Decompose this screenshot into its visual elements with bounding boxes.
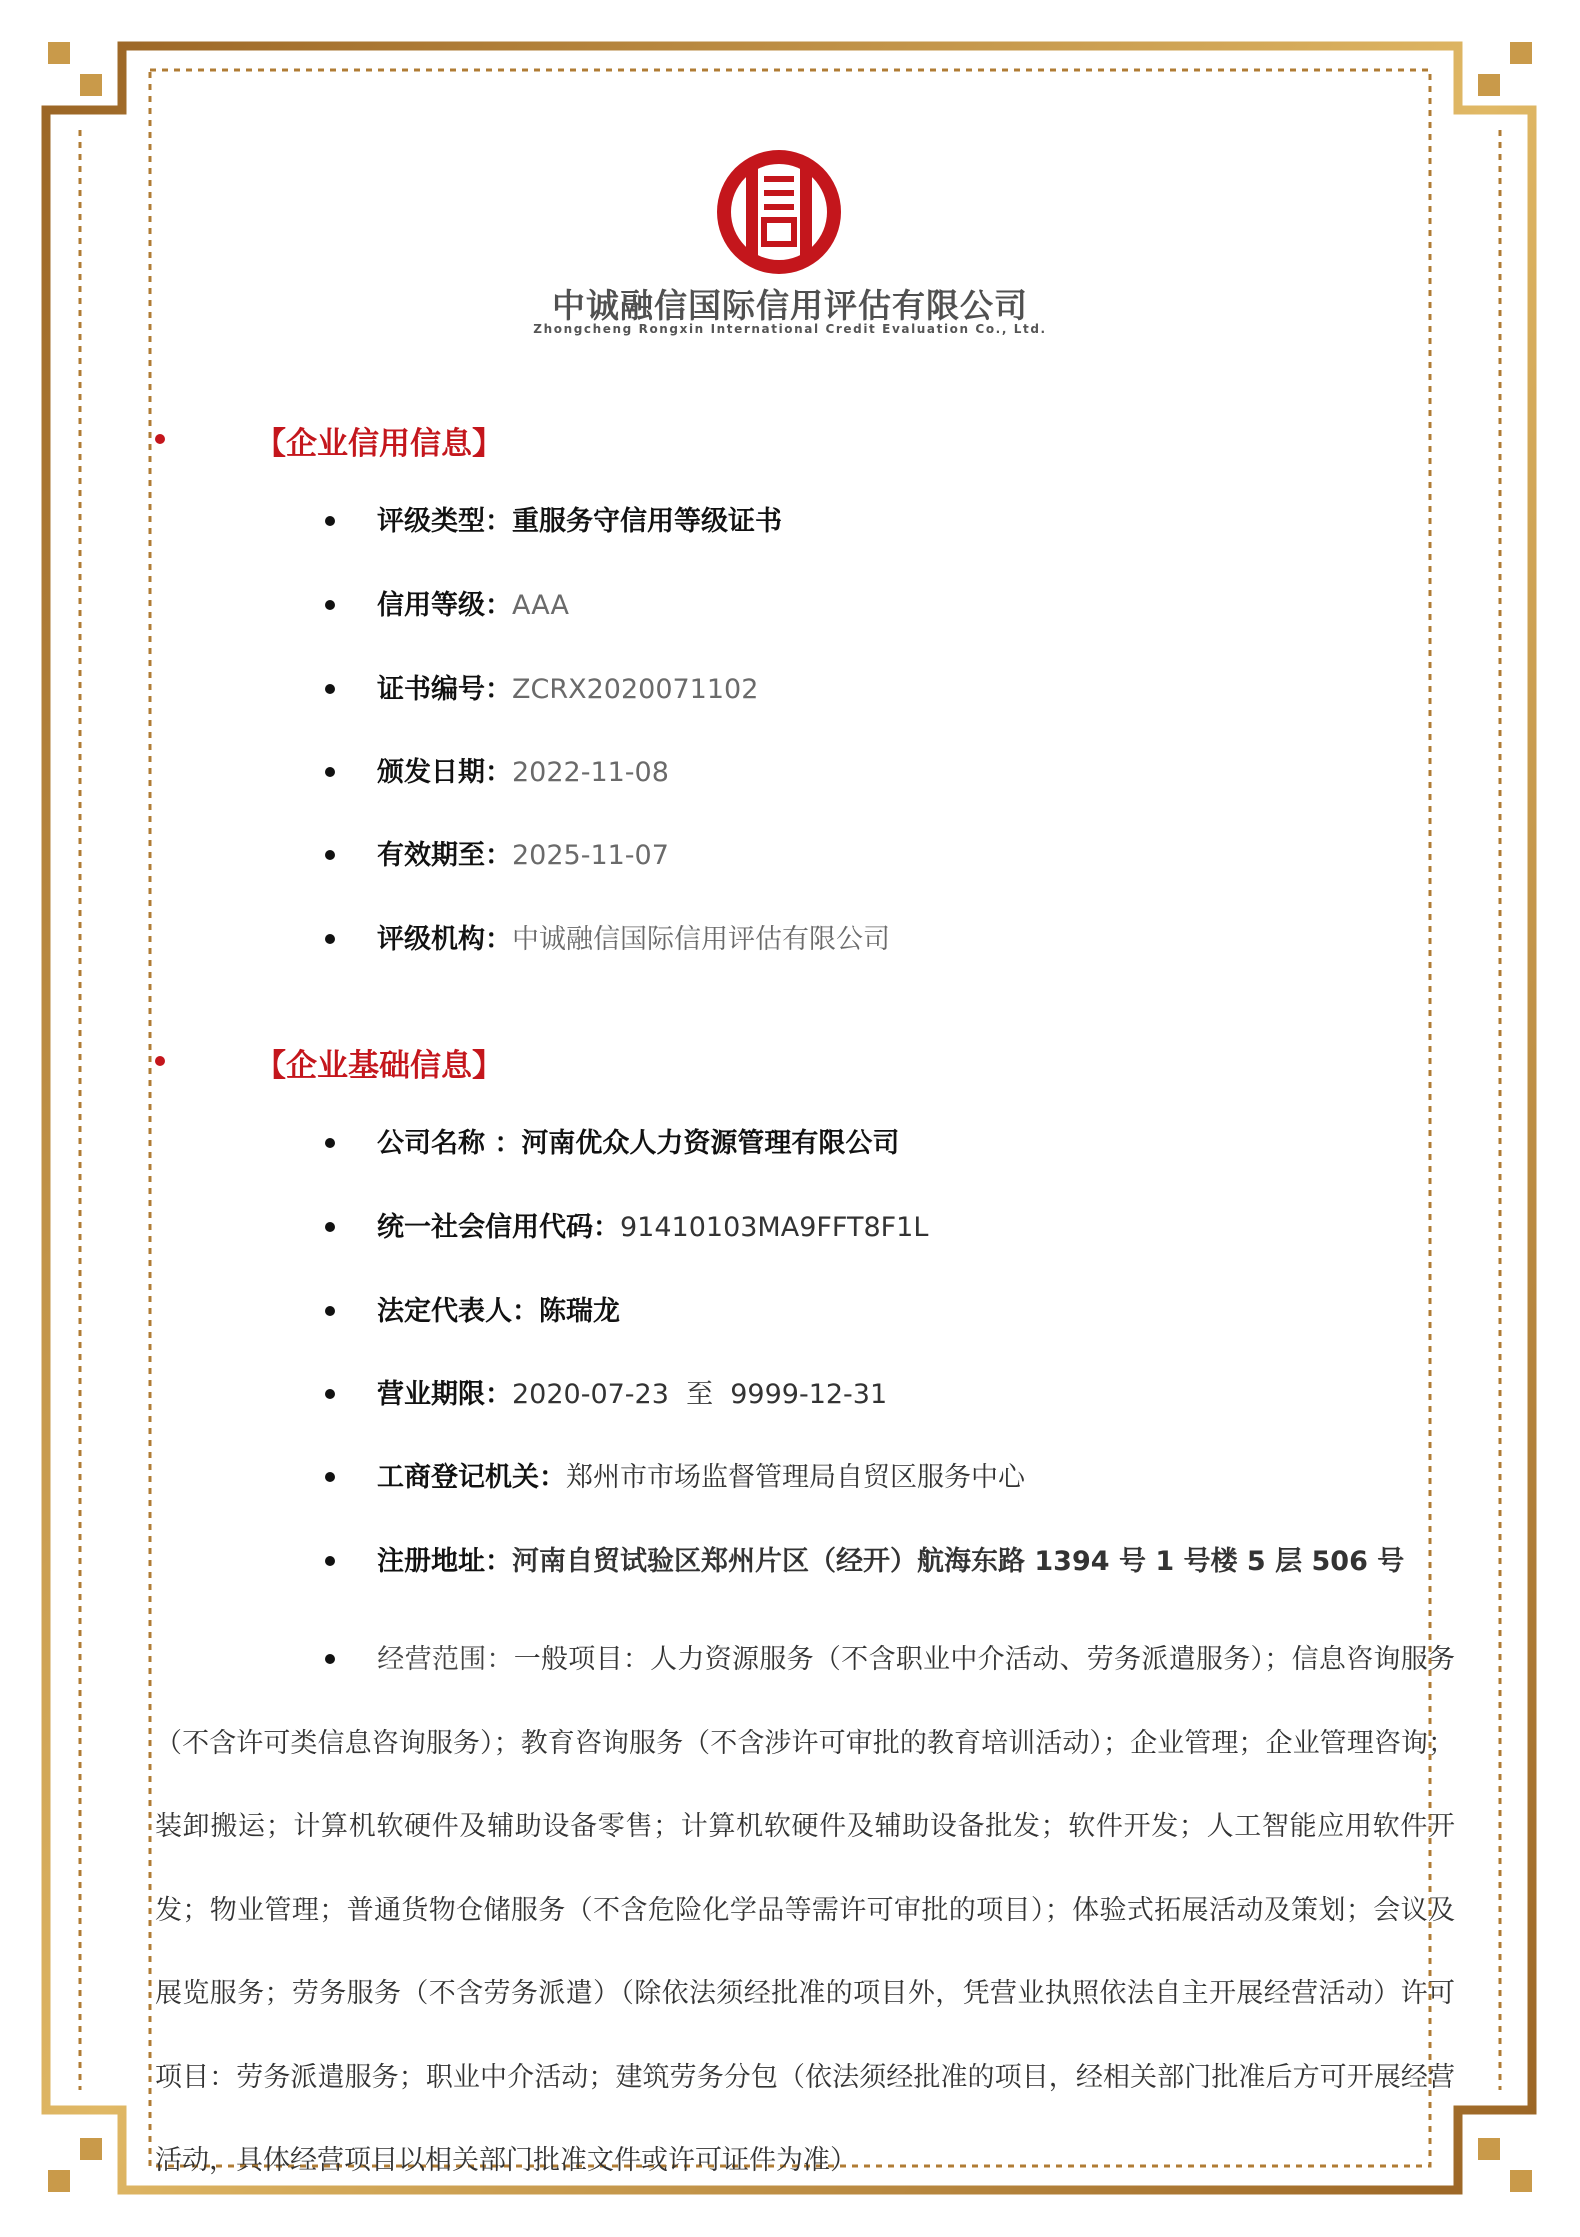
bullet-icon xyxy=(325,1222,335,1232)
section-bullet-icon xyxy=(155,434,165,444)
basic-item-credit-code: 统一社会信用代码：91410103MA9FFT8F1L xyxy=(325,1206,928,1250)
bullet-icon xyxy=(325,850,335,860)
bullet-icon xyxy=(325,1556,335,1566)
bullet-icon xyxy=(325,1654,335,1664)
business-scope-text: 一般项目：人力资源服务（不含职业中介活动、劳务派遣服务）；信息咨询服务（不含许可类信息咨询服务）；教育咨询服务（不含涉许可审批的教育培训活动）；企业管理；企业管理咨询；装卸搬运；计算机软硬件及辅助设备零售；计算机软硬件及辅助设备批发；软件开发；人工智能应用软件开发；物业管理；普通货物仓储服务（不含危险化学品等需许可审批的项目）；体验式拓展活动及策划；会议及展览服务；劳务服务（不含劳务派遣）（除依法须经批准的项目外，凭营业执照依法自主开展经营活动）许可项目：劳务派遣服务；职业中介活动；建筑劳务分包（依法须经批准的项目，经相关部门批准后方可开展经营活动，具体经营项目以相关部门批准文件或许可证件为准） xyxy=(155,1644,1456,2176)
basic-item-legal-rep: 法定代表人：陈瑞龙 xyxy=(325,1290,620,1334)
credit-item-rating-type: 评级类型：重服务守信用等级证书 xyxy=(325,500,782,544)
basic-info-heading: 【企业基础信息】 xyxy=(255,1048,503,1084)
bullet-icon xyxy=(325,684,335,694)
basic-item-address: 注册地址：河南自贸试验区郑州片区（经开）航海东路 1394 号 1 号楼 5 层 506 号 xyxy=(325,1540,1404,1584)
bullet-icon xyxy=(325,600,335,610)
company-logo xyxy=(704,146,854,278)
basic-item-registration-authority: 工商登记机关：郑州市市场监督管理局自贸区服务中心 xyxy=(325,1456,1025,1500)
business-scope-label: 经营范围： xyxy=(377,1644,514,1675)
credit-item-issue-date: 颁发日期：2022-11-08 xyxy=(325,751,669,795)
bullet-icon xyxy=(325,767,335,777)
section-bullet-icon xyxy=(155,1056,165,1066)
bullet-icon xyxy=(325,516,335,526)
bullet-icon xyxy=(325,1138,335,1148)
company-name-en: Zhongcheng Rongxin International Credit Evaluation Co., Ltd. xyxy=(533,322,1047,336)
bullet-icon xyxy=(325,1472,335,1482)
credit-item-agency: 评级机构：中诚融信国际信用评估有限公司 xyxy=(325,918,890,962)
credit-item-valid-until: 有效期至：2025-11-07 xyxy=(325,834,669,878)
credit-item-cert-number: 证书编号：ZCRX2020071102 xyxy=(325,668,758,712)
credit-info-heading: 【企业信用信息】 xyxy=(255,426,503,462)
bullet-icon xyxy=(325,1389,335,1399)
basic-item-company-name: 公司名称 ：河南优众人力资源管理有限公司 xyxy=(325,1122,899,1166)
basic-item-business-term: 营业期限：2020-07-23 至 9999-12-31 xyxy=(325,1373,887,1417)
bullet-icon xyxy=(325,934,335,944)
company-name-cn: 中诚融信国际信用评估有限公司 xyxy=(552,286,1028,325)
business-scope xyxy=(155,1618,1456,2176)
bullet-icon xyxy=(325,1306,335,1316)
credit-item-grade: 信用等级：AAA xyxy=(325,584,569,628)
